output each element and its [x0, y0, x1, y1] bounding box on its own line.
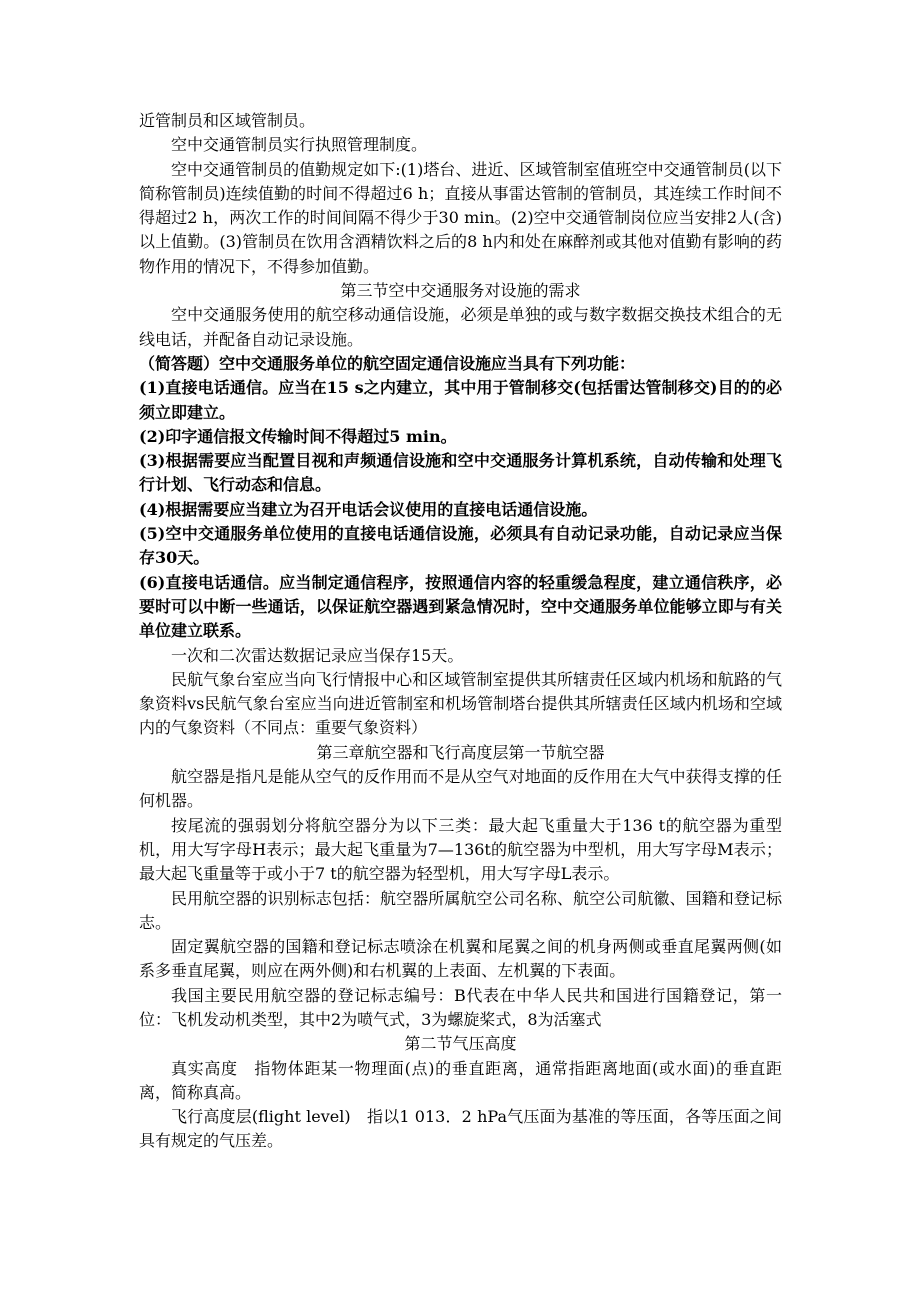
paragraph-true-height: 真实高度 指物体距某一物理面(点)的垂直距离，通常指距离地面(或水面)的垂直距离，简称真高。	[139, 1058, 782, 1102]
list-item-5: (5)空中交通服务单位使用的直接电话通信设施，必须具有自动记录功能，自动记录应当保存30天。	[139, 524, 782, 568]
chapter-heading-aircraft: 第三章航空器和飞行高度层第一节航空器	[316, 742, 605, 762]
paragraph-weather-info: 民航气象台室应当向飞行情报中心和区域管制室提供其所辖责任区域内机场和航路的气象资料vs民航气象台室应当向进近管制室和机场管制塔台提供其所辖责任区域内机场和空域内的气象资料（不同点：重要气象资料）	[139, 669, 782, 738]
paragraph-mark-placement: 固定翼航空器的国籍和登记标志喷涂在机翼和尾翼之间的机身两侧或垂直尾翼两侧(如系多垂直尾翼，则应在两外侧)和右机翼的上表面、左机翼的下表面。	[139, 937, 782, 981]
paragraph-duty-rules: 空中交通管制员的值勤规定如下:(1)塔台、进近、区域管制室值班空中交通管制员(以下简称管制员)连续值勤的时间不得超过6 h；直接从事雷达管制的管制员，其连续工作时间不得超过2 h，两次工作的时间间隔不得少于30 min。(2)空中交通管制岗位应当安排2人(含)以上值勤。(3)管制员在饮用含酒精饮料之后的8 h内和处在麻醉剂或其他对值勤有影响的药物作用的情况下，不得参加值勤。	[139, 159, 782, 276]
paragraph-license-system: 空中交通管制员实行执照管理制度。	[171, 135, 428, 155]
paragraph-wake-categories: 按尾流的强弱划分将航空器分为以下三类：最大起飞重量大于136 t的航空器为重型机，用大写字母H表示；最大起飞重量为7—136t的航空器为中型机，用大写字母M表示；最大起飞重量等于或小于7 t的航空器为轻型机，用大写字母L表示。	[139, 815, 782, 884]
paragraph-identification-marks: 民用航空器的识别标志包括：航空器所属航空公司名称、航空公司航徽、国籍和登记标志。	[139, 888, 782, 932]
list-item-4: (4)根据需要应当建立为召开电话会议使用的直接电话通信设施。	[139, 499, 598, 519]
paragraph-controllers-continued: 近管制员和区域管制员。	[139, 111, 316, 130]
section-heading-pressure-altitude: 第二节气压高度	[404, 1034, 517, 1054]
list-item-6: (6)直接电话通信。应当制定通信程序，按照通信内容的轻重缓急程度，建立通信秩序，必要时可以中断一些通话，以保证航空器遇到紧急情况时，空中交通服务单位能够立即与有关单位建立联系。	[139, 572, 782, 641]
paragraph-aircraft-definition: 航空器是指凡是能从空气的反作用而不是从空气对地面的反作用在大气中获得支撑的任何机器。	[139, 767, 782, 811]
list-item-2: (2)印字通信报文传输时间不得超过5 min。	[139, 426, 457, 446]
paragraph-registration-numbers: 我国主要民用航空器的登记标志编号：B代表在中华人民共和国进行国籍登记，第一位：飞机发动机类型，其中2为喷气式，3为螺旋桨式，8为活塞式	[139, 985, 782, 1029]
list-item-3: (3)根据需要应当配置目视和声频通信设施和空中交通服务计算机系统，自动传输和处理飞行计划、飞行动态和信息。	[139, 451, 782, 495]
paragraph-mobile-comm: 空中交通服务使用的航空移动通信设施，必须是单独的或与数字数据交换技术组合的无线电话，并配备自动记录设施。	[139, 305, 782, 349]
section-heading-facilities: 第三节空中交通服务对设施的需求	[340, 281, 581, 301]
document-body	[139, 109, 782, 1154]
question-fixed-comm-functions: （简答题）空中交通服务单位的航空固定通信设施应当具有下列功能：	[139, 353, 636, 373]
paragraph-flight-level: 飞行高度层(flight level) 指以1 013．2 hPa气压面为基准的等压面，各等压面之间具有规定的气压差。	[139, 1107, 782, 1151]
list-item-1: (1)直接电话通信。应当在15 s之内建立，其中用于管制移交(包括雷达管制移交)目的的必须立即建立。	[139, 378, 782, 422]
paragraph-radar-record: 一次和二次雷达数据记录应当保存15天。	[171, 645, 464, 665]
